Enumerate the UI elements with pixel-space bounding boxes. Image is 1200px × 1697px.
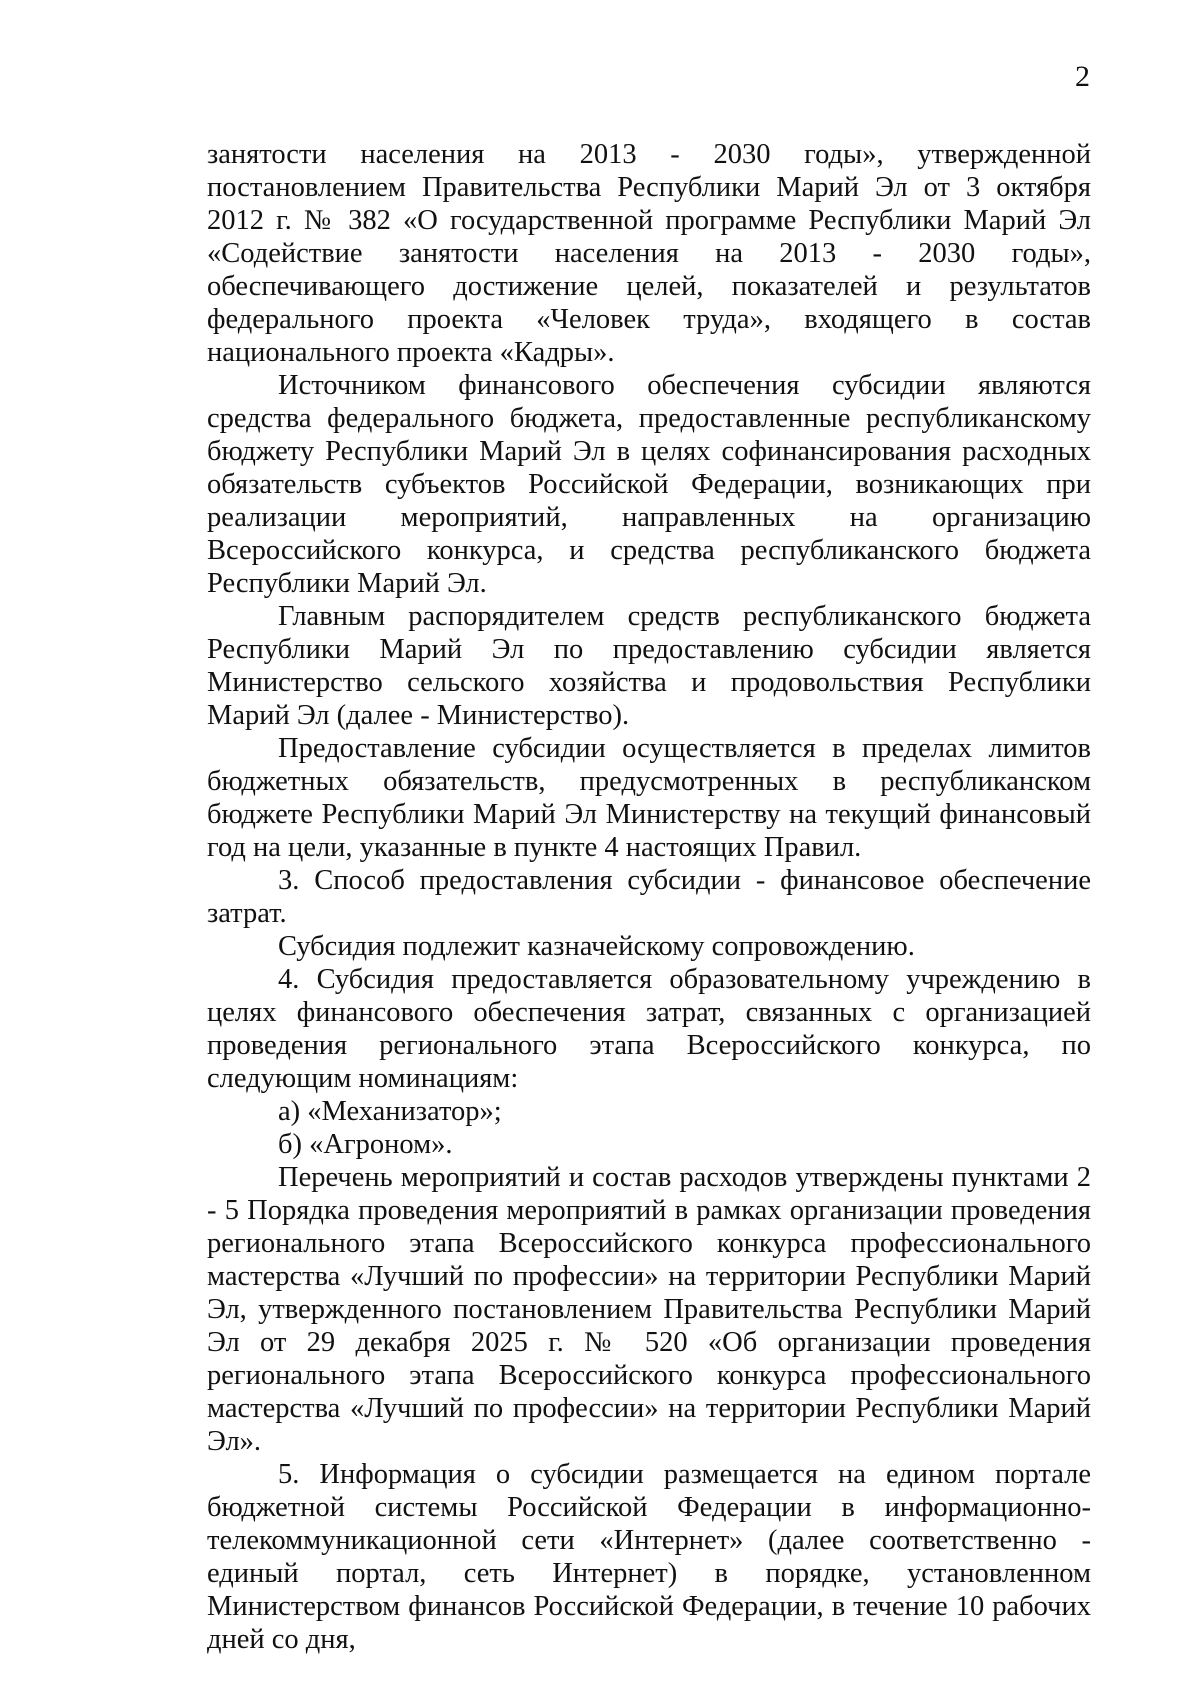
list-item-nomination-b: б) «Агроном».	[278, 1129, 453, 1160]
paragraph-item-5: 5. Информация о субсидии размещается на едином портале бюджетной системы Российской Федерации в информационно-телекоммуникационной сети «Интернет» (далее соответственно - единый портал, сеть Интернет) в порядке, установленном Министерством финансов Российской Федерации, в течение 10 рабочих дней со дня,	[207, 1459, 1091, 1655]
paragraph-item-4: 4. Субсидия предоставляется образовательному учреждению в целях финансового обеспечения затрат, связанных с организацией проведения регионального этапа Всероссийского конкурса, по следующим номинациям:	[207, 964, 1091, 1094]
paragraph-treasury-support: Субсидия подлежит казначейскому сопровождению.	[278, 931, 915, 962]
paragraph-item-3: 3. Способ предоставления субсидии - финансовое обеспечение затрат.	[207, 865, 1091, 929]
page-number: 2	[1075, 60, 1090, 93]
paragraph-funding-source: Источником финансового обеспечения субсидии являются средства федерального бюджета, предоставленные республиканскому бюджету Республики Марий Эл в целях софинансирования расходных обязательств субъектов Российской Федерации, возникающих при реализации мероприятий, направленных на организацию Всероссийского конкурса, и средства республиканского бюджета Республики Марий Эл.	[207, 370, 1091, 599]
paragraph-subsidy-limits: Предоставление субсидии осуществляется в пределах лимитов бюджетных обязательств, предусмотренных в республиканском бюджете Республики Марий Эл Министерству на текущий финансовый год на цели, указанные в пункте 4 настоящих Правил.	[207, 733, 1091, 863]
paragraph-events-list: Перечень мероприятий и состав расходов утверждены пунктами 2 - 5 Порядка проведения мероприятий в рамках организации проведения регионального этапа Всероссийского конкурса профессионального мастерства «Лучший по профессии» на территории Республики Марий Эл, утвержденного постановлением Правительства Республики Марий Эл от 29 декабря 2025 г. № 520 «Об организации проведения регионального этапа Всероссийского конкурса профессионального мастерства «Лучший по профессии» на территории Республики Марий Эл».	[207, 1162, 1091, 1457]
list-item-nomination-a: а) «Механизатор»;	[278, 1096, 502, 1127]
document-body	[207, 138, 1091, 1656]
paragraph-program-reference: занятости населения на 2013 - 2030 годы», утвержденной постановлением Правительства Республики Марий Эл от 3 октября 2012 г. № 382 «О государственной программе Республики Марий Эл «Содействие занятости населения на 2013 - 2030 годы», обеспечивающего достижение целей, показателей и результатов федерального проекта «Человек труда», входящего в состав национального проекта «Кадры».	[207, 139, 1091, 368]
paragraph-main-administrator: Главным распорядителем средств республиканского бюджета Республики Марий Эл по предоставлению субсидии является Министерство сельского хозяйства и продовольствия Республики Марий Эл (далее - Министерство).	[207, 601, 1091, 731]
